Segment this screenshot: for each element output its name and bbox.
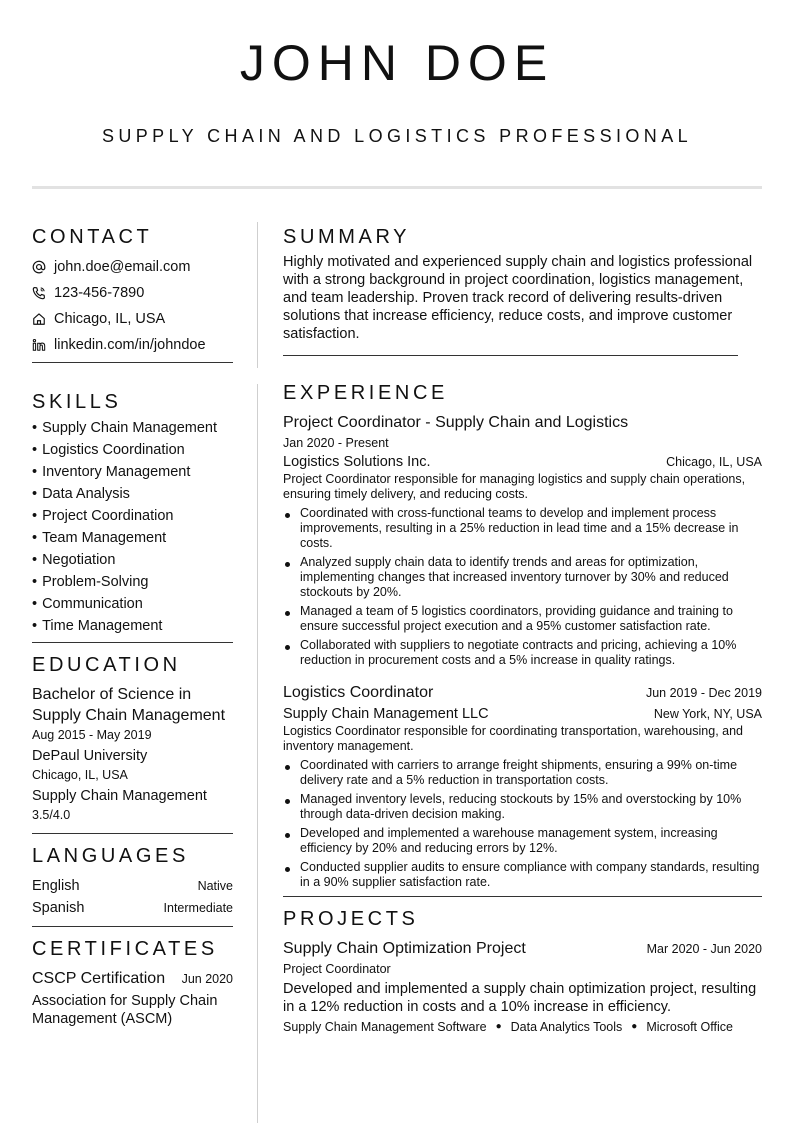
left-divider (32, 833, 233, 834)
left-divider (32, 926, 233, 927)
header-divider (32, 186, 762, 189)
job-title-row (283, 412, 762, 434)
project-title: Supply Chain Optimization Project (283, 940, 526, 957)
candidate-title: SUPPLY CHAIN AND LOGISTICS PROFESSIONAL (101, 126, 693, 146)
skill-item: • Negotiation (32, 549, 233, 571)
job-bullets (283, 506, 762, 668)
skill-item: • Data Analysis (32, 483, 233, 505)
job-company-row (283, 704, 762, 724)
language-level: Intermediate (163, 901, 233, 915)
project-tag: Supply Chain Management Software (283, 1020, 487, 1034)
experience-heading: EXPERIENCE (283, 382, 448, 404)
education-dates: Aug 2015 - May 2019 (32, 728, 152, 742)
education-major: Supply Chain Management (32, 788, 207, 804)
left-divider (32, 642, 233, 643)
job-title-row (283, 682, 762, 704)
projects-section (283, 906, 762, 1036)
job-company: Logistics Solutions Inc. (283, 454, 431, 470)
job-company: Supply Chain Management LLC (283, 706, 489, 722)
languages-heading: LANGUAGES (32, 845, 189, 867)
skill-item: • Problem-Solving (32, 571, 233, 593)
contact-linkedin-text: linkedin.com/in/johndoe (54, 337, 206, 353)
education-school: DePaul University (32, 748, 148, 764)
language-level: Native (197, 879, 233, 893)
phone-icon (32, 286, 54, 300)
linkedin-icon (32, 338, 54, 352)
job-company-row (283, 452, 762, 472)
project-tag: Data Analytics Tools (510, 1020, 623, 1034)
job-dates: Jan 2020 - Present (283, 436, 389, 450)
certificate-name: CSCP Certification (32, 970, 166, 987)
contact-linkedin[interactable] (32, 332, 233, 358)
skill-item: • Inventory Management (32, 461, 233, 483)
column-divider-bottom (257, 384, 258, 1123)
summary-text: Highly motivated and experienced supply chain and logistics professional with a strong background in project coordination, logistics management, and team leadership. Proven track record of delivering results-driven solutions that increase efficiency, reduce costs, and improve customer satisfaction. (283, 254, 753, 342)
education-degree: Bachelor of Science in Supply Chain Management (32, 686, 226, 724)
tag-separator: ● (495, 1021, 502, 1032)
candidate-name: JOHN DOE (239, 35, 555, 91)
project-description: Developed and implemented a supply chain optimization project, resulting in a 12% reduction in costs and a 10% increase in efficiency. (283, 981, 757, 1015)
job-description: Logistics Coordinator responsible for coordinating transportation, warehousing, and inventory management. (283, 724, 743, 753)
job-bullet: Managed inventory levels, reducing stockouts by 15% and overstocking by 10% through data-driven decision making. (283, 792, 762, 822)
project-tags (283, 1018, 762, 1036)
job-bullet: Conducted supplier audits to ensure compliance with company standards, resulting in a 90% supplier satisfaction rate. (283, 860, 762, 890)
skill-item: • Project Coordination (32, 505, 233, 527)
job-title: Project Coordinator - Supply Chain and Logistics (283, 414, 629, 431)
job-title: Logistics Coordinator (283, 684, 434, 701)
contact-phone[interactable] (32, 280, 233, 306)
job-bullet: Developed and implemented a warehouse management system, increasing efficiency by 20% and reducing errors by 12%. (283, 826, 762, 856)
certificate-date: Jun 2020 (181, 972, 233, 986)
left-column (32, 224, 233, 1028)
job-location: Chicago, IL, USA (666, 455, 762, 469)
project-title-row (283, 938, 762, 960)
skill-item: • Team Management (32, 527, 233, 549)
right-column (283, 224, 762, 1036)
project-dates: Mar 2020 - Jun 2020 (646, 942, 762, 956)
language-row (32, 875, 233, 897)
experience-divider (283, 896, 762, 897)
job-bullet: Analyzed supply chain data to identify trends and areas for optimization, implementing changes that increased inventory turnover by 30% and reduced stockouts by 20%. (283, 555, 762, 600)
job-bullets (283, 758, 762, 890)
project-role: Project Coordinator (283, 962, 391, 976)
contact-phone-text: 123-456-7890 (54, 285, 145, 301)
languages-section (32, 843, 233, 919)
skills-heading: SKILLS (32, 391, 122, 413)
job-bullet: Collaborated with suppliers to negotiate contracts and pricing, achieving a 10% reduction in procurement costs and a 5% increase in quality ratings. (283, 638, 762, 668)
left-divider (32, 362, 233, 363)
contact-section (32, 224, 233, 358)
job-entry (283, 412, 762, 668)
job-dates: Jun 2019 - Dec 2019 (645, 686, 762, 700)
certificate-row (32, 968, 233, 990)
tag-separator: ● (631, 1021, 638, 1032)
summary-section (283, 224, 762, 343)
job-location: New York, NY, USA (653, 707, 762, 721)
home-icon (32, 312, 54, 326)
contact-email[interactable] (32, 254, 233, 280)
certificates-heading: CERTIFICATES (32, 938, 218, 960)
job-bullet: Managed a team of 5 logistics coordinators, providing guidance and training to ensure successful project execution and a 95% customer satisfaction rate. (283, 604, 762, 634)
education-location: Chicago, IL, USA (32, 768, 128, 782)
summary-heading: SUMMARY (283, 226, 411, 248)
column-divider-top (257, 222, 258, 368)
language-row (32, 897, 233, 919)
education-heading: EDUCATION (32, 654, 181, 676)
project-tag: Microsoft Office (646, 1020, 733, 1034)
skill-item: • Communication (32, 593, 233, 615)
projects-heading: PROJECTS (283, 908, 419, 930)
contact-heading: CONTACT (32, 226, 153, 248)
contact-location-text: Chicago, IL, USA (54, 311, 166, 327)
summary-divider (283, 355, 738, 356)
language-name: English (32, 878, 80, 894)
education-section (32, 652, 233, 824)
job-description: Project Coordinator responsible for managing logistics and supply chain operations, ensuring timely delivery, and reducing costs. (283, 472, 746, 501)
contact-location (32, 306, 233, 332)
language-name: Spanish (32, 900, 85, 916)
skills-section (32, 389, 233, 637)
skill-item: • Supply Chain Management (32, 417, 233, 439)
education-gpa: 3.5/4.0 (32, 808, 71, 822)
at-icon (32, 260, 54, 274)
certificate-org: Association for Supply Chain Management (ASCM) (32, 993, 218, 1027)
certificates-section (32, 936, 233, 1028)
job-bullet: Coordinated with cross-functional teams to develop and implement process improvements, resulting in a 25% reduction in lead time and a 15% decrease in costs. (283, 506, 762, 551)
job-bullet: Coordinated with carriers to arrange freight shipments, ensuring a 99% on-time delivery rate and a 5% reduction in transportation costs. (283, 758, 762, 788)
skills-list (32, 417, 233, 637)
skill-item: • Logistics Coordination (32, 439, 233, 461)
experience-section (283, 380, 762, 890)
skill-item: • Time Management (32, 615, 233, 637)
job-entry (283, 682, 762, 890)
contact-email-text: john.doe@email.com (54, 259, 191, 275)
